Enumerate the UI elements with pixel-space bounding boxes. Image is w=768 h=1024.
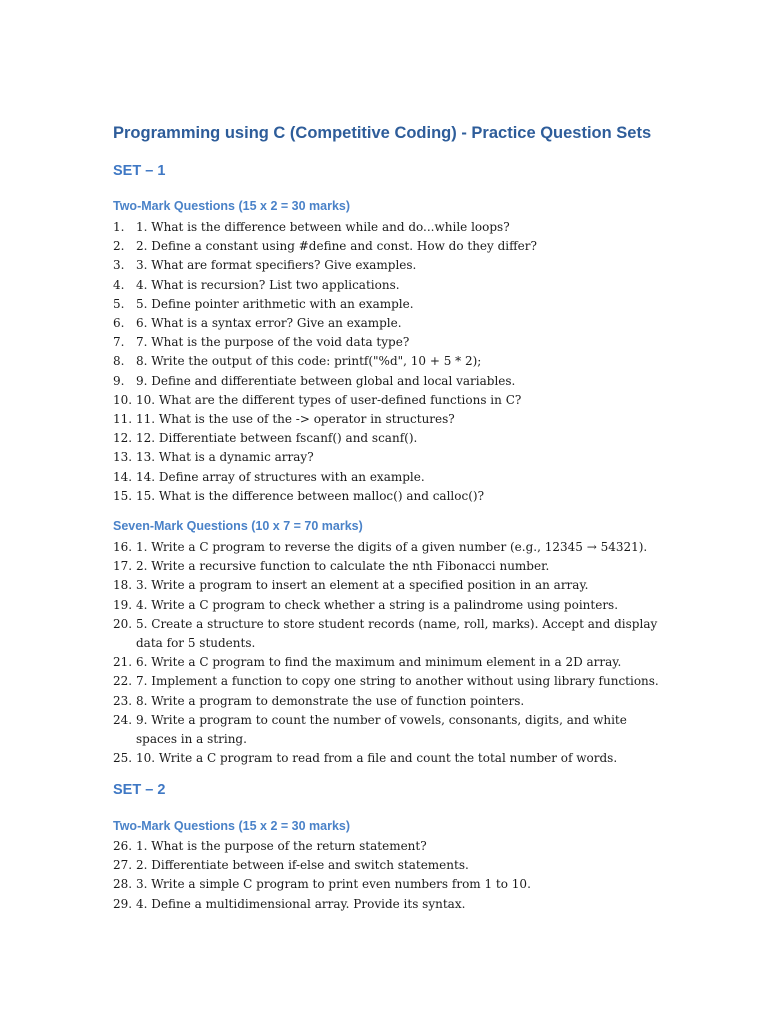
item-text: 14. Define array of structures with an example. [136, 469, 425, 484]
item-number: 3. [113, 258, 125, 273]
item-text: 7. Implement a function to copy one string to another without using library functions. [136, 674, 659, 689]
item-number: 2. [113, 239, 125, 254]
list-item [0, 218, 768, 237]
list-item [0, 557, 768, 576]
item-number: 19. [113, 597, 133, 612]
item-number: 11. [113, 412, 133, 427]
item-number: 23. [113, 693, 133, 708]
item-number: 17. [113, 559, 133, 574]
list-item [0, 672, 768, 691]
item-text: 2. Define a constant using #define and const. How do they differ? [136, 239, 537, 254]
list-item [0, 333, 768, 352]
item-number: 21. [113, 655, 133, 670]
set-2-two-mark-list [0, 837, 768, 914]
list-item [0, 487, 768, 506]
item-number: 14. [113, 469, 133, 484]
list-item [0, 314, 768, 333]
item-number: 29. [113, 896, 133, 911]
item-text: 3. Write a program to insert an element at a specified position in an array. [136, 578, 589, 593]
item-text: 4. Define a multidimensional array. Provide its syntax. [136, 896, 466, 911]
item-number: 16. [113, 540, 133, 554]
document-title: Programming using C (Competitive Coding) - Practice Question Sets [113, 124, 652, 142]
list-item [0, 448, 768, 467]
item-text: 10. Write a C program to read from a file and count the total number of words. [136, 751, 618, 766]
list-item [0, 276, 768, 295]
item-number: 7. [113, 335, 125, 350]
item-text: 5. Create a structure to store student records (name, roll, marks). Accept and display data for 5 students. [136, 616, 658, 651]
list-item [0, 856, 768, 875]
item-text: 9. Write a program to count the number of vowels, consonants, digits, and white spaces in a string. [136, 712, 627, 747]
list-item [0, 372, 768, 391]
item-number: 1. [113, 220, 125, 234]
item-number: 27. [113, 858, 133, 873]
list-item [0, 410, 768, 429]
item-number: 20. [113, 616, 133, 631]
item-number: 9. [113, 373, 125, 388]
list-item [0, 295, 768, 314]
item-text: 8. Write a program to demonstrate the use of function pointers. [136, 693, 525, 708]
list-item [0, 875, 768, 894]
item-text: 7. What is the purpose of the void data type? [136, 335, 410, 350]
item-number: 6. [113, 316, 125, 331]
set-1-seven-mark-heading: Seven-Mark Questions (10 x 7 = 70 marks) [113, 519, 363, 533]
list-item [0, 653, 768, 672]
item-text: 3. What are format specifiers? Give examples. [136, 258, 417, 273]
list-item [0, 711, 768, 749]
set-1-two-mark-heading: Two-Mark Questions (15 x 2 = 30 marks) [113, 199, 351, 213]
item-text: 9. Define and differentiate between global and local variables. [136, 373, 516, 388]
list-item [0, 256, 768, 275]
set-1-seven-mark-list [0, 538, 768, 768]
item-number: 22. [113, 674, 133, 689]
list-item [0, 352, 768, 371]
list-item [0, 615, 768, 653]
item-number: 13. [113, 450, 133, 465]
item-text: 4. Write a C program to check whether a string is a palindrome using pointers. [136, 597, 619, 612]
item-text: 3. Write a simple C program to print even numbers from 1 to 10. [136, 877, 531, 892]
item-text: 2. Differentiate between if-else and switch statements. [136, 858, 469, 873]
item-text: 6. What is a syntax error? Give an example. [136, 316, 402, 331]
item-number: 18. [113, 578, 133, 593]
item-number: 10. [113, 392, 133, 407]
item-text: 1. What is the difference between while and do...while loops? [136, 220, 510, 234]
item-text: 4. What is recursion? List two applications. [136, 277, 400, 292]
item-text: 13. What is a dynamic array? [136, 450, 314, 465]
item-number: 8. [113, 354, 125, 369]
item-number: 4. [113, 277, 125, 292]
item-text: 12. Differentiate between fscanf() and scanf(). [136, 431, 418, 446]
item-text: 5. Define pointer arithmetic with an example. [136, 296, 414, 311]
item-number: 12. [113, 431, 133, 446]
list-item [0, 749, 768, 768]
item-number: 28. [113, 877, 133, 892]
list-item [0, 837, 768, 856]
list-item [0, 468, 768, 487]
item-number: 24. [113, 712, 133, 727]
item-text: 1. Write a C program to reverse the digits of a given number (e.g., 12345 → 54321). [136, 540, 648, 554]
item-number: 25. [113, 751, 133, 766]
list-item [0, 576, 768, 595]
list-item [0, 237, 768, 256]
list-item [0, 895, 768, 914]
item-number: 5. [113, 296, 125, 311]
item-text: 2. Write a recursive function to calculate the nth Fibonacci number. [136, 559, 550, 574]
list-item [0, 429, 768, 448]
list-item [0, 596, 768, 615]
item-text: 8. Write the output of this code: printf("%d", 10 + 5 * 2); [136, 354, 482, 369]
set-1-heading: SET – 1 [113, 163, 166, 179]
item-text: 15. What is the difference between malloc() and calloc()? [136, 488, 485, 503]
set-2-two-mark-heading: Two-Mark Questions (15 x 2 = 30 marks) [113, 819, 351, 833]
list-item [0, 692, 768, 711]
item-text: 10. What are the different types of user-defined functions in C? [136, 392, 522, 407]
set-2-heading: SET – 2 [113, 782, 166, 798]
item-text: 6. Write a C program to find the maximum and minimum element in a 2D array. [136, 655, 622, 670]
list-item [0, 538, 768, 557]
set-1-two-mark-list [0, 218, 768, 506]
item-number: 15. [113, 488, 133, 503]
item-number: 26. [113, 839, 133, 853]
item-text: 1. What is the purpose of the return statement? [136, 839, 427, 853]
list-item [0, 391, 768, 410]
item-text: 11. What is the use of the -> operator in structures? [136, 412, 455, 427]
